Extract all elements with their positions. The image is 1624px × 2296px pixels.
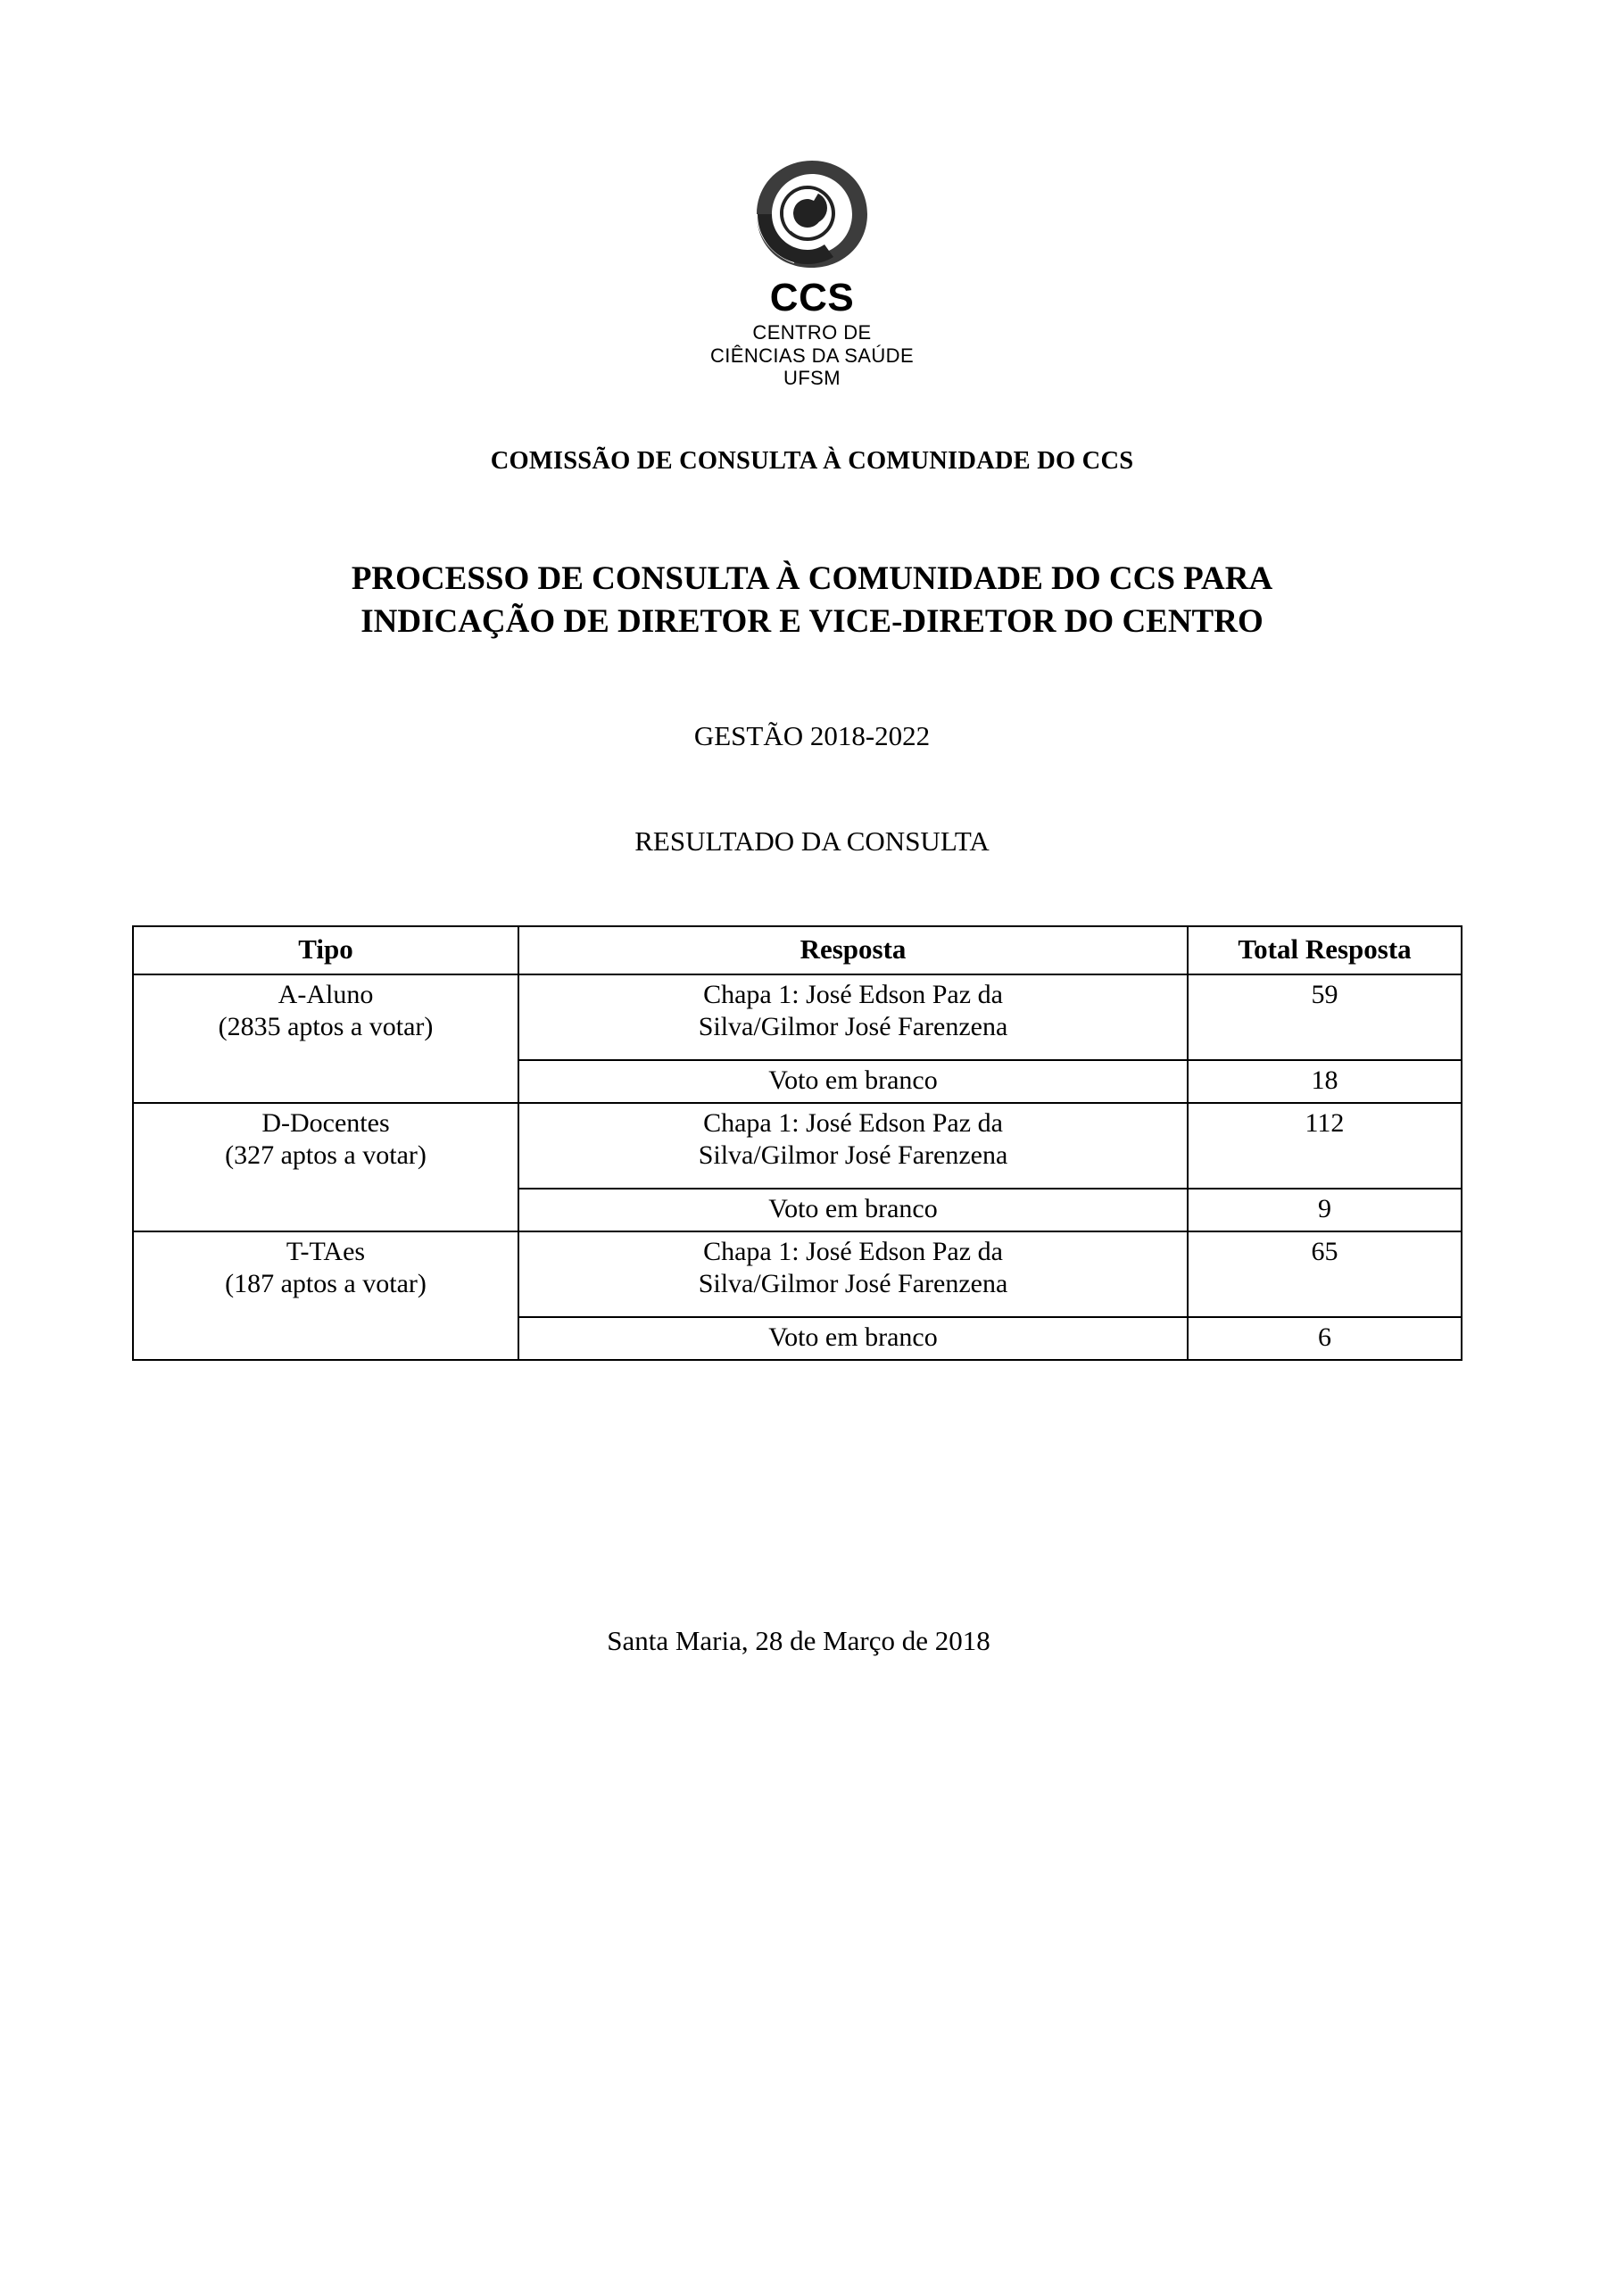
column-header-total-resposta: Total Resposta (1188, 926, 1462, 974)
total-cell: 9 (1188, 1189, 1462, 1231)
tipo-name: D-Docentes (261, 1107, 390, 1138)
total-cell: 65 (1188, 1231, 1462, 1317)
results-table-container (0, 925, 1624, 1361)
resposta-cell-branco: Voto em branco (518, 1060, 1188, 1103)
resposta-line2: Silva/Gilmor José Farenzena (698, 1140, 1008, 1171)
results-table (132, 925, 1462, 1361)
resposta-cell-chapa1 (518, 1231, 1188, 1317)
total-cell: 112 (1188, 1103, 1462, 1189)
resultado-subtitle: RESULTADO DA CONSULTA (634, 825, 990, 857)
table-header-row (133, 926, 1462, 974)
page-title-line1: PROCESSO DE CONSULTA À COMUNIDADE DO CCS PARA (351, 559, 1273, 597)
resposta-line2: Silva/Gilmor José Farenzena (698, 1012, 1008, 1042)
tipo-name: T-TAes (286, 1236, 366, 1266)
table-row (133, 974, 1462, 1060)
tipo-eligible-count: (2835 aptos a votar) (218, 1012, 434, 1042)
resposta-cell-branco: Voto em branco (518, 1189, 1188, 1231)
tipo-cell-aluno (133, 974, 518, 1103)
total-cell: 6 (1188, 1317, 1462, 1360)
page-title-line2: INDICAÇÃO DE DIRETOR E VICE-DIRETOR DO CENTRO (360, 602, 1264, 640)
resposta-line1: Chapa 1: José Edson Paz da (703, 1236, 1003, 1266)
ccs-spiral-logo-icon (742, 159, 882, 271)
table-row (133, 1103, 1462, 1189)
commission-heading: COMISSÃO DE CONSULTA À COMUNIDADE DO CCS (490, 446, 1134, 475)
tipo-eligible-count: (327 aptos a votar) (225, 1140, 427, 1171)
total-cell: 18 (1188, 1060, 1462, 1103)
gestao-period: GESTÃO 2018-2022 (693, 719, 931, 751)
column-header-resposta: Resposta (518, 926, 1188, 974)
total-cell: 59 (1188, 974, 1462, 1060)
logo-subtitle-line3: UFSM (783, 367, 841, 390)
resposta-cell-branco: Voto em branco (518, 1317, 1188, 1360)
logo-acronym: CCS (769, 276, 855, 319)
table-row (133, 1231, 1462, 1317)
tipo-cell-taes (133, 1231, 518, 1360)
tipo-cell-docentes (133, 1103, 518, 1231)
resposta-line1: Chapa 1: José Edson Paz da (703, 1107, 1003, 1138)
page-title (0, 558, 1624, 643)
logo-subtitle (0, 321, 1624, 390)
resposta-cell-chapa1 (518, 974, 1188, 1060)
resposta-line2: Silva/Gilmor José Farenzena (698, 1269, 1008, 1299)
logo-subtitle-line1: CENTRO DE (752, 321, 872, 344)
resposta-cell-chapa1 (518, 1103, 1188, 1189)
column-header-tipo: Tipo (133, 926, 518, 974)
tipo-eligible-count: (187 aptos a votar) (225, 1269, 427, 1299)
ccs-logo-block (0, 0, 1624, 390)
document-date: Santa Maria, 28 de Março de 2018 (607, 1624, 990, 1656)
tipo-name: A-Aluno (278, 979, 374, 1009)
resposta-line1: Chapa 1: José Edson Paz da (703, 979, 1003, 1009)
logo-subtitle-line2: CIÊNCIAS DA SAÚDE (709, 344, 915, 367)
